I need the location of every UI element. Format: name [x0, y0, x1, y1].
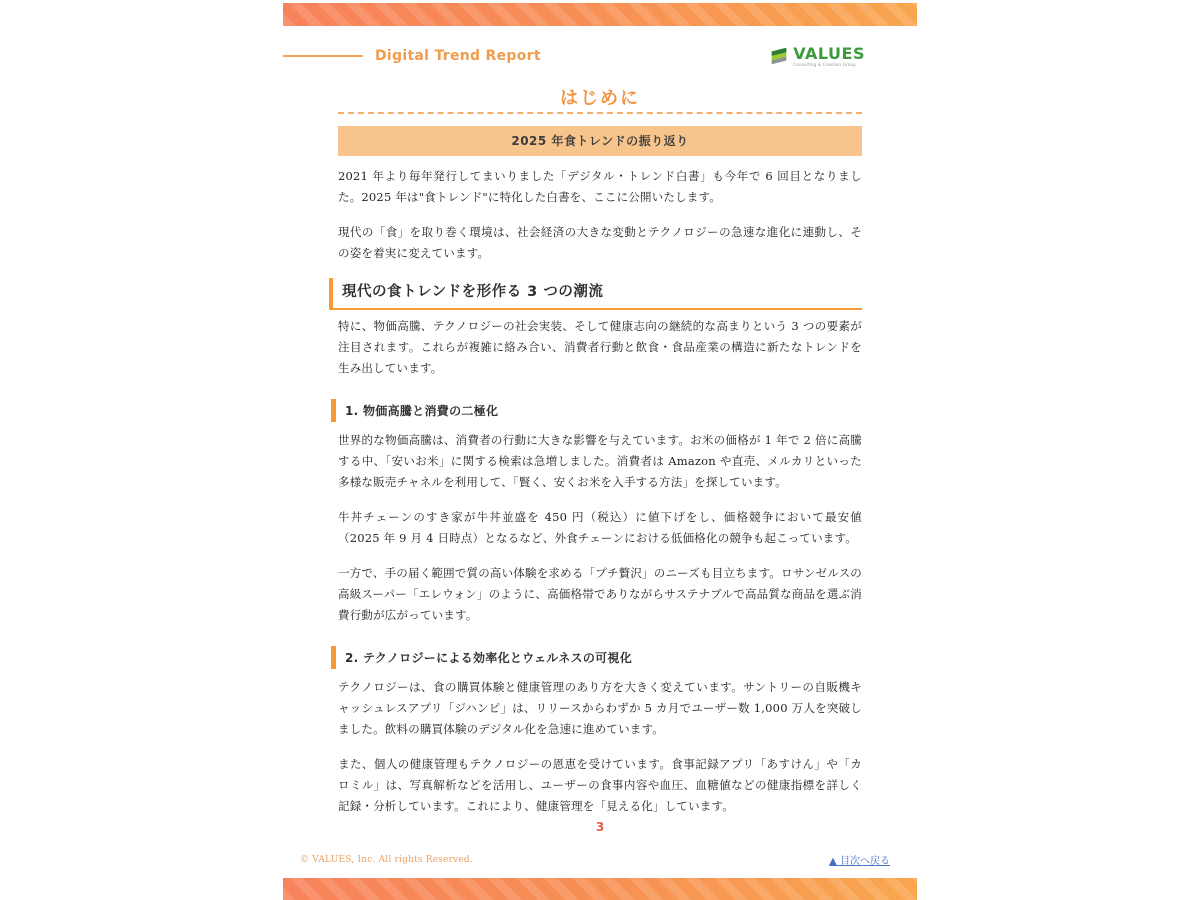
section-banner: 2025 年食トレンドの振り返り: [338, 126, 862, 156]
body-paragraph: 一方で、手の届く範囲で質の高い体験を求める「プチ贅沢」のニーズも目立ちます。ロサンゼルスの高級スーパー「エレウォン」のように、高価格帯でありながらサステナブルで高品質な商品を選ぶ消費行動が広がっています。: [338, 566, 862, 622]
report-title: Digital Trend Report: [375, 48, 541, 64]
copyright-text: © VALUES, Inc. All rights Reserved.: [300, 854, 473, 865]
intro-paragraph: 2021 年より毎年発行してまいりました「デジタル・トレンド白書」も今年で 6 回目となりました。2025 年は"食トレンド"に特化した白書を、ここに公開いたします。: [338, 169, 862, 204]
section-lead-paragraph: 特に、物価高騰、テクノロジーの社会実装、そして健康志向の継続的な高まりという 3 つの要素が注目されます。これらが複雑に絡み合い、消費者行動と飲食・食品産業の構造に新たなトレンドを生み出しています。: [338, 319, 862, 375]
top-banner-stripe: [283, 3, 917, 26]
body-paragraph: 世界的な物価高騰は、消費者の行動に大きな影響を与えています。お米の価格が 1 年で 2 倍に高騰する中、「安いお米」に関する検索は急増しました。消費者は Amazon や直売、メルカリといった多様な販売チャネルを利用して、「賢く、安くお米を入手する方法」を探しています。: [338, 433, 862, 489]
subsection-2-heading: 2. テクノロジーによる効率化とウェルネスの可視化: [345, 651, 633, 665]
body-paragraph: テクノロジーは、食の購買体験と健康管理のあり方を大きく変えています。サントリーの自販機キャッシュレスアプリ「ジハンピ」は、リリースからわずか 5 カ月でユーザー数 1,000 万人を突破しました。飲料の購買体験のデジタル化を急速に進めています。: [338, 680, 862, 736]
bottom-banner-stripe: [283, 878, 917, 900]
subsection-2-heading-block: [331, 646, 862, 669]
document-page: [283, 0, 917, 900]
subsection-1-heading-block: [331, 399, 862, 422]
section-heading-block: [329, 278, 862, 310]
dashed-divider: [338, 112, 862, 114]
back-to-toc-link[interactable]: ▲ 目次へ戻る: [829, 856, 890, 867]
values-logo-text: VALUES: [793, 43, 865, 63]
values-logo: [768, 45, 865, 67]
values-logo-tagline: Consulting & Creation Group: [793, 61, 856, 67]
body-paragraph: 牛丼チェーンのすき家が牛丼並盛を 450 円（税込）に値下げをし、価格競争において最安値（2025 年 9 月 4 日時点）となるなど、外食チェーンにおける低価格化の競争も起こっています。: [338, 510, 862, 545]
values-logo-icon: [768, 45, 790, 67]
page-title: はじめに: [560, 88, 640, 109]
page-number: 3: [595, 820, 605, 834]
subsection-1-heading: 1. 物価高騰と消費の二極化: [345, 404, 499, 418]
body-paragraph: また、個人の健康管理もテクノロジーの恩恵を受けています。食事記録アプリ「あすけん」や「カロミル」は、写真解析などを活用し、ユーザーの食事内容や血圧、血糖値などの健康指標を詳しく記録・分析しています。これにより、健康管理を「見える化」しています。: [338, 757, 862, 813]
header-accent-line: [283, 55, 363, 57]
intro-paragraph: 現代の「食」を取り巻く環境は、社会経済の大きな変動とテクノロジーの急速な進化に連動し、その姿を着実に変えています。: [338, 225, 862, 260]
page-footer: [283, 852, 917, 867]
content-column: [283, 126, 917, 831]
page-header: [283, 40, 917, 72]
section-heading: 現代の食トレンドを形作る 3 つの潮流: [342, 284, 604, 300]
